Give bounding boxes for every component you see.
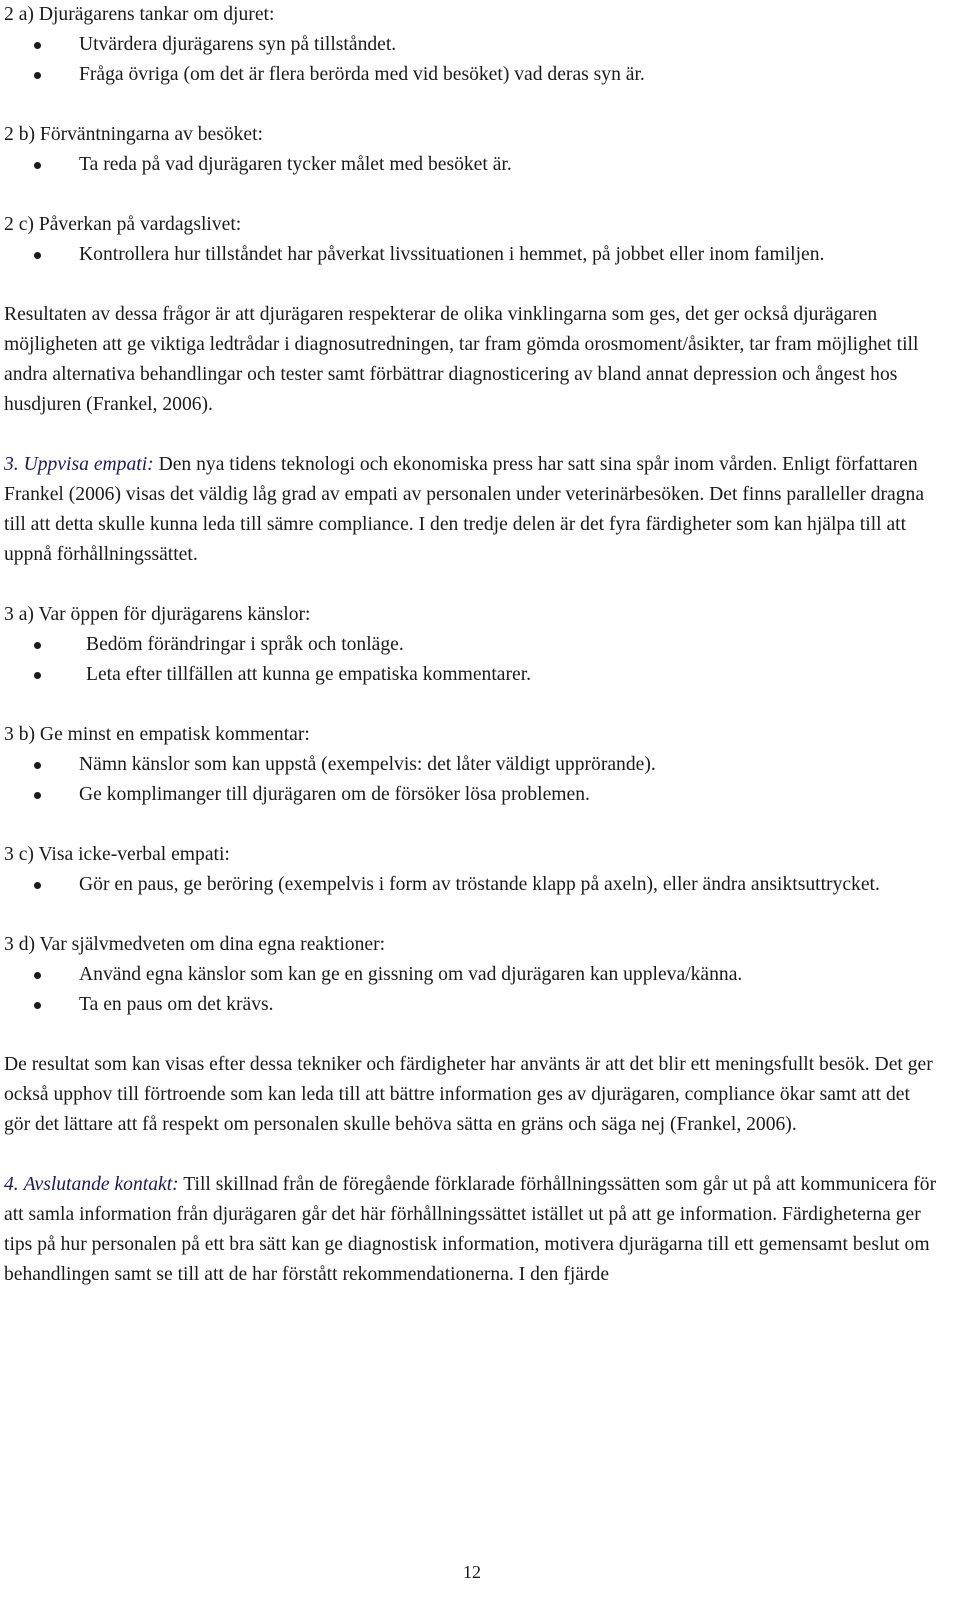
- section-2b-list: [4, 150, 940, 180]
- bullet-icon: [34, 162, 41, 169]
- list-item: Använd egna känslor som kan ge en gissning om vad djurägaren kan uppleva/känna.: [4, 960, 940, 990]
- section-3-title: Uppvisa empati:: [23, 454, 154, 475]
- document-page: [4, 0, 940, 1290]
- bullet-icon: [34, 762, 41, 769]
- bullet-icon: [34, 792, 41, 799]
- results-paragraph-2: De resultat som kan visas efter dessa tekniker och färdigheter har använts är att det blir ett meningsfullt besök. Det ger också upphov till förtroende som kan leda till att bättre information ges av djurägaren, compliance ökar samt att det gör det lättare att få respekt om personalen skulle behöva sätta en gräns och säga nej (Frankel, 2006).: [4, 1054, 933, 1135]
- list-item: Leta efter tillfällen att kunna ge empatiska kommentarer.: [4, 660, 940, 690]
- bullet-icon: [34, 882, 41, 889]
- section-4-number: 4.: [4, 1174, 19, 1195]
- section-4-text: Till skillnad från de föregående förklarade förhållningssätten som går ut på att kommunicera för att samla information från djurägaren går det här förhållningssättet istället ut på att ge information. Färdigheterna ger tips på hur personalen på ett bra sätt kan ge diagnostisk information, motivera djurägarna till ett gemensamt beslut om behandlingen samt se till att de har förstått rekommendationerna. I den fjärde: [4, 1174, 937, 1285]
- section-3d-list: [4, 960, 940, 1020]
- section-3d-heading: 3 d) Var självmedveten om dina egna reaktioner:: [4, 934, 386, 955]
- section-2b-heading: 2 b) Förväntningarna av besöket:: [4, 124, 264, 145]
- list-item: Utvärdera djurägarens syn på tillståndet.: [4, 30, 940, 60]
- list-item: Ta en paus om det krävs.: [4, 990, 940, 1020]
- section-3a-heading: 3 a) Var öppen för djurägarens känslor:: [4, 604, 311, 625]
- section-4-paragraph: [4, 1170, 940, 1290]
- section-3b-list: [4, 750, 940, 810]
- section-2c-heading: 2 c) Påverkan på vardagslivet:: [4, 214, 242, 235]
- section-3-text: Den nya tidens teknologi och ekonomiska press har satt sina spår inom vården. Enligt författaren Frankel (2006) visas det väldig låg grad av empati av personalen under veterinärbesöken. Det finns paralleller dragna till att detta skulle kunna leda till sämre compliance. I den tredje delen är det fyra färdigheter som kan hjälpa till att uppnå förhållningssättet.: [4, 454, 925, 565]
- section-3a-list: [4, 630, 940, 690]
- page-number: 12: [463, 1562, 481, 1582]
- section-4-title: Avslutande kontakt:: [23, 1174, 179, 1195]
- section-3-number: 3.: [4, 454, 19, 475]
- bullet-icon: [34, 1002, 41, 1009]
- list-item: Ge komplimanger till djurägaren om de försöker lösa problemen.: [4, 780, 940, 810]
- section-3c-heading: 3 c) Visa icke-verbal empati:: [4, 844, 230, 865]
- list-item: Kontrollera hur tillståndet har påverkat livssituationen i hemmet, på jobbet eller inom familjen.: [4, 240, 940, 270]
- bullet-icon: [34, 252, 41, 259]
- list-item: Gör en paus, ge beröring (exempelvis i form av tröstande klapp på axeln), eller ändra ansiktsuttrycket.: [4, 870, 940, 900]
- bullet-icon: [34, 42, 41, 49]
- results-paragraph: Resultaten av dessa frågor är att djurägaren respekterar de olika vinklingarna som ges, det ger också djurägaren möjligheten att ge viktiga ledtrådar i diagnosutredningen, tar fram gömda orosmoment/åsikter, tar fram möjlighet till andra alternativa behandlingar och tester samt förbättrar diagnosticering av bland annat depression och ångest hos husdjuren (Frankel, 2006).: [4, 304, 919, 415]
- section-2a-list: [4, 30, 940, 90]
- bullet-icon: [34, 72, 41, 79]
- list-item: Ta reda på vad djurägaren tycker målet med besöket är.: [4, 150, 940, 180]
- bullet-icon: [34, 672, 41, 679]
- section-2c-list: [4, 240, 940, 270]
- section-3b-heading: 3 b) Ge minst en empatisk kommentar:: [4, 724, 310, 745]
- bullet-icon: [34, 642, 41, 649]
- list-item: Nämn känslor som kan uppstå (exempelvis: det låter väldigt upprörande).: [4, 750, 940, 780]
- list-item: Bedöm förändringar i språk och tonläge.: [4, 630, 940, 660]
- section-3c-list: [4, 870, 940, 900]
- list-item: Fråga övriga (om det är flera berörda med vid besöket) vad deras syn är.: [4, 60, 940, 90]
- section-3-paragraph: [4, 450, 940, 570]
- bullet-icon: [34, 972, 41, 979]
- section-2a-heading: 2 a) Djurägarens tankar om djuret:: [4, 4, 275, 25]
